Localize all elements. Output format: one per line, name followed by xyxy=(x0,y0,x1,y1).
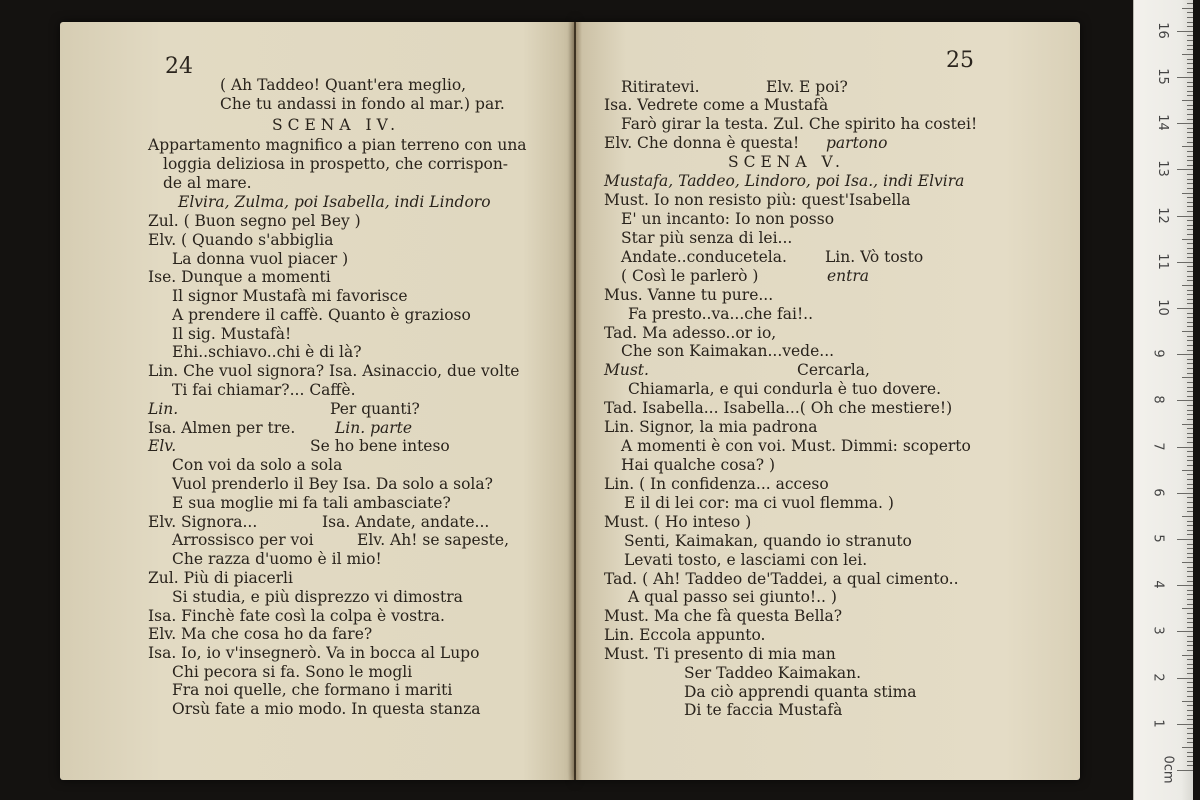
ruler-tick xyxy=(1187,49,1193,50)
left_page-line: Isa. Andate, andate... xyxy=(322,513,490,531)
ruler-tick xyxy=(1187,63,1193,64)
left_page-line: Il sig. Mustafà! xyxy=(172,325,292,343)
ruler-tick xyxy=(1187,206,1193,207)
left_page-line: Elv. ( Quando s'abbiglia xyxy=(148,231,334,249)
ruler-tick xyxy=(1187,668,1193,669)
right_page-line: Levati tosto, e lasciami con lei. xyxy=(624,551,868,569)
right_page-line: Senti, Kaimakan, quando io stranuto xyxy=(624,532,912,550)
ruler-tick xyxy=(1187,22,1193,23)
right_page-line: Tad. ( Ah! Taddeo de'Taddei, a qual cimento.. xyxy=(604,570,959,588)
ruler-tick xyxy=(1187,179,1193,180)
ruler-number: 1 xyxy=(1150,719,1166,728)
right_page-line: E il di lei cor: ma ci vuol flemma. ) xyxy=(624,494,894,512)
left_page-line: Isa. Finchè fate così la colpa è vostra. xyxy=(148,607,445,625)
ruler-number: 11 xyxy=(1154,253,1170,270)
left_page-line: Si studia, e più disprezzo vi dimostra xyxy=(172,588,463,606)
ruler-tick xyxy=(1182,516,1193,517)
right_page-line: Farò girar la testa. Zul. Che spirito ha costei! xyxy=(621,115,978,133)
ruler-tick xyxy=(1187,86,1193,87)
ruler-tick xyxy=(1187,738,1193,739)
ruler-tick xyxy=(1187,128,1193,129)
ruler-tick xyxy=(1187,266,1193,267)
right_page-line: Must. ( Ho inteso ) xyxy=(604,513,752,531)
left_page-line: Zul. Più di piacerli xyxy=(148,569,293,587)
ruler-tick xyxy=(1187,742,1193,743)
ruler-tick xyxy=(1187,119,1193,120)
left_page-line: de al mare. xyxy=(163,174,252,192)
right_page-line: Tad. Isabella... Isabella...( Oh che mestiere!) xyxy=(604,399,953,417)
ruler-tick xyxy=(1182,100,1193,101)
ruler-tick xyxy=(1187,484,1193,485)
right_page-line: Isa. Vedrete come a Mustafà xyxy=(604,96,829,114)
ruler-tick xyxy=(1187,594,1193,595)
ruler-tick xyxy=(1187,183,1193,184)
ruler-tick xyxy=(1187,243,1193,244)
ruler-tick xyxy=(1187,641,1193,642)
right_page-line: Lin. Eccola appunto. xyxy=(604,626,766,644)
ruler-tick xyxy=(1177,447,1193,448)
ruler-tick xyxy=(1187,12,1193,13)
ruler-tick xyxy=(1187,437,1193,438)
ruler-tick xyxy=(1187,359,1193,360)
left_page-line: Elv. Signora... xyxy=(148,513,258,531)
ruler-tick xyxy=(1187,313,1193,314)
left_page-line: Che tu andassi in fondo al mar.) par. xyxy=(220,95,505,113)
ruler-tick xyxy=(1187,317,1193,318)
left_page-line: Che razza d'uomo è il mio! xyxy=(172,550,382,568)
ruler-tick xyxy=(1177,770,1193,771)
left_page-line: Per quanti? xyxy=(330,400,420,418)
ruler-tick xyxy=(1187,521,1193,522)
ruler-tick xyxy=(1187,363,1193,364)
right_page-line: SCENA V. xyxy=(728,153,845,171)
ruler-number: 3 xyxy=(1150,626,1166,636)
ruler-tick xyxy=(1187,765,1193,766)
ruler-tick xyxy=(1187,419,1193,420)
ruler-tick xyxy=(1182,424,1193,425)
ruler-tick xyxy=(1187,534,1193,535)
right_page-line: partono xyxy=(826,134,888,152)
ruler-tick xyxy=(1187,557,1193,558)
right_page-line: Lin. ( In confidenza... acceso xyxy=(604,475,829,493)
ruler-tick xyxy=(1187,548,1193,549)
right_page-line: Tad. Ma adesso..or io, xyxy=(604,324,777,342)
ruler-tick xyxy=(1177,493,1193,494)
ruler-tick xyxy=(1187,229,1193,230)
left_page-line: Appartamento magnifico a pian terreno con una xyxy=(148,136,527,154)
ruler-tick xyxy=(1187,428,1193,429)
ruler-number: 0cm xyxy=(1160,755,1176,784)
ruler-tick xyxy=(1187,719,1193,720)
ruler-tick xyxy=(1187,761,1193,762)
ruler-tick xyxy=(1187,336,1193,337)
ruler-tick xyxy=(1187,474,1193,475)
ruler-tick xyxy=(1187,544,1193,545)
ruler-tick xyxy=(1187,567,1193,568)
ruler-tick xyxy=(1187,17,1193,18)
ruler-tick xyxy=(1187,373,1193,374)
ruler-tick xyxy=(1177,262,1193,263)
ruler-tick xyxy=(1187,696,1193,697)
ruler-tick xyxy=(1187,151,1193,152)
ruler-tick xyxy=(1187,234,1193,235)
ruler-tick xyxy=(1187,26,1193,27)
right_page-line: Fa presto..va...che fai!.. xyxy=(628,305,814,323)
ruler-tick xyxy=(1187,387,1193,388)
right_page-line: Ser Taddeo Kaimakan. xyxy=(684,664,862,682)
ruler-number: 7 xyxy=(1150,441,1166,451)
ruler-number: 12 xyxy=(1154,206,1170,224)
ruler-tick xyxy=(1182,54,1193,55)
ruler-tick xyxy=(1187,257,1193,258)
ruler-number: 16 xyxy=(1154,22,1170,39)
ruler-tick xyxy=(1187,225,1193,226)
left_page-line: Elv. xyxy=(148,437,177,455)
ruler-tick xyxy=(1187,345,1193,346)
ruler-tick xyxy=(1187,465,1193,466)
left-page-number: 24 xyxy=(165,54,193,79)
left_page-line: Elv. Ma che cosa ho da fare? xyxy=(148,625,373,643)
ruler-number: 2 xyxy=(1150,672,1166,682)
ruler-tick xyxy=(1187,627,1193,628)
ruler-tick xyxy=(1187,636,1193,637)
ruler-tick xyxy=(1187,72,1193,73)
right_page-line: Di te faccia Mustafà xyxy=(684,701,843,719)
ruler-tick xyxy=(1182,747,1193,748)
left_page-line: Ise. Dunque a momenti xyxy=(148,268,331,286)
ruler-tick xyxy=(1177,216,1193,217)
ruler-tick xyxy=(1182,331,1193,332)
ruler-tick xyxy=(1187,68,1193,69)
ruler-tick xyxy=(1187,405,1193,406)
ruler-tick xyxy=(1187,350,1193,351)
ruler-tick xyxy=(1187,604,1193,605)
ruler-tick xyxy=(1187,479,1193,480)
right_page-line: Che son Kaimakan...vede... xyxy=(621,342,835,360)
right_page-line: Must. xyxy=(604,361,649,379)
ruler-tick xyxy=(1177,631,1193,632)
ruler-tick xyxy=(1187,3,1193,4)
ruler-tick xyxy=(1187,613,1193,614)
ruler-tick xyxy=(1182,470,1193,471)
ruler-tick xyxy=(1187,396,1193,397)
ruler-tick xyxy=(1187,290,1193,291)
ruler-number: 9 xyxy=(1150,349,1166,358)
ruler-tick xyxy=(1187,105,1193,106)
ruler-tick xyxy=(1187,618,1193,619)
right_page-line: Elv. Che donna è questa! xyxy=(604,134,800,152)
left_page-line: loggia deliziosa in prospetto, che corrispon- xyxy=(163,155,509,173)
ruler-tick xyxy=(1187,673,1193,674)
ruler-tick xyxy=(1187,710,1193,711)
ruler-tick xyxy=(1187,368,1193,369)
ruler-tick xyxy=(1187,271,1193,272)
ruler-number: 6 xyxy=(1150,488,1166,497)
ruler-tick xyxy=(1187,174,1193,175)
ruler-tick xyxy=(1187,502,1193,503)
right_page-line: Cercarla, xyxy=(797,361,870,379)
ruler-tick xyxy=(1177,169,1193,170)
right_page-line: entra xyxy=(827,267,870,285)
left_page-line: Fra noi quelle, che formano i mariti xyxy=(172,681,453,699)
ruler-tick xyxy=(1187,220,1193,221)
ruler-tick xyxy=(1187,715,1193,716)
ruler-tick xyxy=(1187,59,1193,60)
right_page-line: Must. Ma che fà questa Bella? xyxy=(604,607,843,625)
right_page-line: Hai qualche cosa? ) xyxy=(621,456,776,474)
ruler-tick xyxy=(1187,197,1193,198)
ruler-tick xyxy=(1187,507,1193,508)
left_page-line: Isa. Almen per tre. xyxy=(148,419,296,437)
right_page-line: Ritiratevi. xyxy=(621,78,700,96)
ruler-number: 14 xyxy=(1154,114,1170,131)
left_page-line: Vuol prenderlo il Bey Isa. Da solo a sola? xyxy=(172,475,493,493)
ruler-tick xyxy=(1187,303,1193,304)
ruler-number: 15 xyxy=(1154,68,1170,85)
ruler-number: 8 xyxy=(1150,395,1166,405)
ruler-tick xyxy=(1187,35,1193,36)
ruler-tick xyxy=(1187,132,1193,133)
ruler-tick xyxy=(1187,599,1193,600)
right_page-line: Must. Ti presento di mia man xyxy=(604,645,836,663)
ruler-number: 13 xyxy=(1154,160,1170,178)
ruler-tick xyxy=(1177,123,1193,124)
left_page-line: Il signor Mustafà mi favorisce xyxy=(172,287,408,305)
ruler-tick xyxy=(1187,687,1193,688)
ruler-tick xyxy=(1187,756,1193,757)
ruler-tick xyxy=(1187,253,1193,254)
ruler-tick xyxy=(1187,160,1193,161)
ruler-tick xyxy=(1177,308,1193,309)
ruler-tick xyxy=(1187,571,1193,572)
left_page-line: Ti fai chiamar?... Caffè. xyxy=(172,381,356,399)
ruler-tick xyxy=(1182,608,1193,609)
ruler-tick xyxy=(1187,650,1193,651)
ruler-tick xyxy=(1187,410,1193,411)
book-spine xyxy=(568,22,582,780)
right_page-line: E' un incanto: Io non posso xyxy=(621,210,835,228)
ruler-tick xyxy=(1187,752,1193,753)
ruler-tick xyxy=(1187,137,1193,138)
ruler-tick xyxy=(1187,581,1193,582)
measuring-ruler xyxy=(1133,0,1193,800)
right_page-line: ( Così le parlerò ) xyxy=(621,267,759,285)
right-page-number: 25 xyxy=(946,48,974,73)
ruler-tick xyxy=(1177,354,1193,355)
ruler-tick xyxy=(1182,562,1193,563)
right_page-line: A qual passo sei giunto!.. ) xyxy=(628,588,837,606)
ruler-tick xyxy=(1187,211,1193,212)
ruler-tick xyxy=(1187,280,1193,281)
left_page-line: Arrossisco per voi xyxy=(172,531,314,549)
right_page-line: Must. Io non resisto più: quest'Isabella xyxy=(604,191,911,209)
left_page-line: Lin. xyxy=(148,400,179,418)
left_page-line: Isa. Io, io v'insegnerò. Va in bocca al Lupo xyxy=(148,644,480,662)
ruler-tick xyxy=(1187,45,1193,46)
ruler-tick xyxy=(1187,511,1193,512)
ruler-tick xyxy=(1187,645,1193,646)
ruler-tick xyxy=(1182,239,1193,240)
ruler-tick xyxy=(1187,82,1193,83)
ruler-tick xyxy=(1187,202,1193,203)
ruler-tick xyxy=(1182,193,1193,194)
ruler-tick xyxy=(1182,377,1193,378)
left_page-line: Elv. Ah! se sapeste, xyxy=(357,531,510,549)
right_page-line: Elv. E poi? xyxy=(766,78,848,96)
ruler-tick xyxy=(1187,682,1193,683)
left_page-line: Se ho bene inteso xyxy=(310,437,450,455)
left_page-line: Orsù fate a mio modo. In questa stanza xyxy=(172,700,481,718)
left_page-line: La donna vuol piacer ) xyxy=(172,250,349,268)
ruler-tick xyxy=(1187,733,1193,734)
ruler-tick xyxy=(1187,156,1193,157)
left_page-line: Elvira, Zulma, poi Isabella, indi Lindoro xyxy=(178,193,491,211)
ruler-tick xyxy=(1182,8,1193,9)
left_page-line: Zul. ( Buon segno pel Bey ) xyxy=(148,212,361,230)
left_page-line: Ehi..schiavo..chi è di là? xyxy=(172,343,362,361)
ruler-tick xyxy=(1187,659,1193,660)
ruler-tick xyxy=(1182,701,1193,702)
ruler-number: 4 xyxy=(1150,580,1166,589)
ruler-tick xyxy=(1177,678,1193,679)
right_page-line: Da ciò apprendi quanta stima xyxy=(684,683,917,701)
right_page-line: Mus. Vanne tu pure... xyxy=(604,286,774,304)
right_page-line: Lin. Signor, la mia padrona xyxy=(604,418,818,436)
ruler-tick xyxy=(1187,165,1193,166)
ruler-tick xyxy=(1187,40,1193,41)
ruler-tick xyxy=(1187,326,1193,327)
ruler-tick xyxy=(1177,539,1193,540)
ruler-tick xyxy=(1182,146,1193,147)
right_page-line: Chiamarla, e qui condurla è tuo dovere. xyxy=(628,380,942,398)
ruler-tick xyxy=(1187,705,1193,706)
ruler-tick xyxy=(1187,294,1193,295)
ruler-tick xyxy=(1177,77,1193,78)
ruler-tick xyxy=(1187,276,1193,277)
ruler-tick xyxy=(1187,391,1193,392)
ruler-tick xyxy=(1187,322,1193,323)
ruler-tick xyxy=(1177,724,1193,725)
ruler-tick xyxy=(1187,91,1193,92)
left_page-line: A prendere il caffè. Quanto è grazioso xyxy=(172,306,471,324)
ruler-tick xyxy=(1182,655,1193,656)
ruler-tick xyxy=(1187,590,1193,591)
ruler-tick xyxy=(1187,340,1193,341)
ruler-tick xyxy=(1182,285,1193,286)
right_page-line: Andate..conducetela. xyxy=(621,248,787,266)
ruler-tick xyxy=(1187,460,1193,461)
ruler-tick xyxy=(1187,109,1193,110)
ruler-tick xyxy=(1187,576,1193,577)
ruler-tick xyxy=(1187,142,1193,143)
ruler-tick xyxy=(1187,622,1193,623)
ruler-tick xyxy=(1187,456,1193,457)
ruler-tick xyxy=(1187,442,1193,443)
left_page-line: E sua moglie mi fa tali ambasciate? xyxy=(172,494,451,512)
ruler-tick xyxy=(1187,530,1193,531)
ruler-tick xyxy=(1177,400,1193,401)
ruler-tick xyxy=(1187,433,1193,434)
ruler-number: 5 xyxy=(1150,534,1166,543)
left_page-line: Chi pecora si fa. Sono le mogli xyxy=(172,663,413,681)
ruler-tick xyxy=(1187,553,1193,554)
left_page-line: Lin. Che vuol signora? Isa. Asinaccio, due volte xyxy=(148,362,520,380)
ruler-tick xyxy=(1187,188,1193,189)
ruler-tick xyxy=(1187,525,1193,526)
left_page-line: Lin. parte xyxy=(335,419,413,437)
ruler-tick xyxy=(1187,691,1193,692)
ruler-tick xyxy=(1187,664,1193,665)
ruler-tick xyxy=(1187,299,1193,300)
right_page-line: A momenti è con voi. Must. Dimmi: scoperto xyxy=(621,437,971,455)
ruler-tick xyxy=(1177,585,1193,586)
ruler-number: 10 xyxy=(1154,299,1170,316)
ruler-tick xyxy=(1187,728,1193,729)
left_page-line: ( Ah Taddeo! Quant'era meglio, xyxy=(220,76,467,94)
left_page-line: Con voi da solo a sola xyxy=(172,456,343,474)
right_page-line: Star più senza di lei... xyxy=(621,229,793,247)
right_page-line: Mustafa, Taddeo, Lindoro, poi Isa., indi Elvira xyxy=(604,172,965,190)
ruler-tick xyxy=(1187,488,1193,489)
ruler-tick xyxy=(1187,451,1193,452)
ruler-tick xyxy=(1177,31,1193,32)
ruler-tick xyxy=(1187,95,1193,96)
ruler-tick xyxy=(1187,497,1193,498)
ruler-tick xyxy=(1187,114,1193,115)
right_page-line: Lin. Vò tosto xyxy=(825,248,924,266)
left_page-line: SCENA IV. xyxy=(272,116,401,134)
ruler-tick xyxy=(1187,248,1193,249)
ruler-tick xyxy=(1187,382,1193,383)
ruler-tick xyxy=(1187,414,1193,415)
